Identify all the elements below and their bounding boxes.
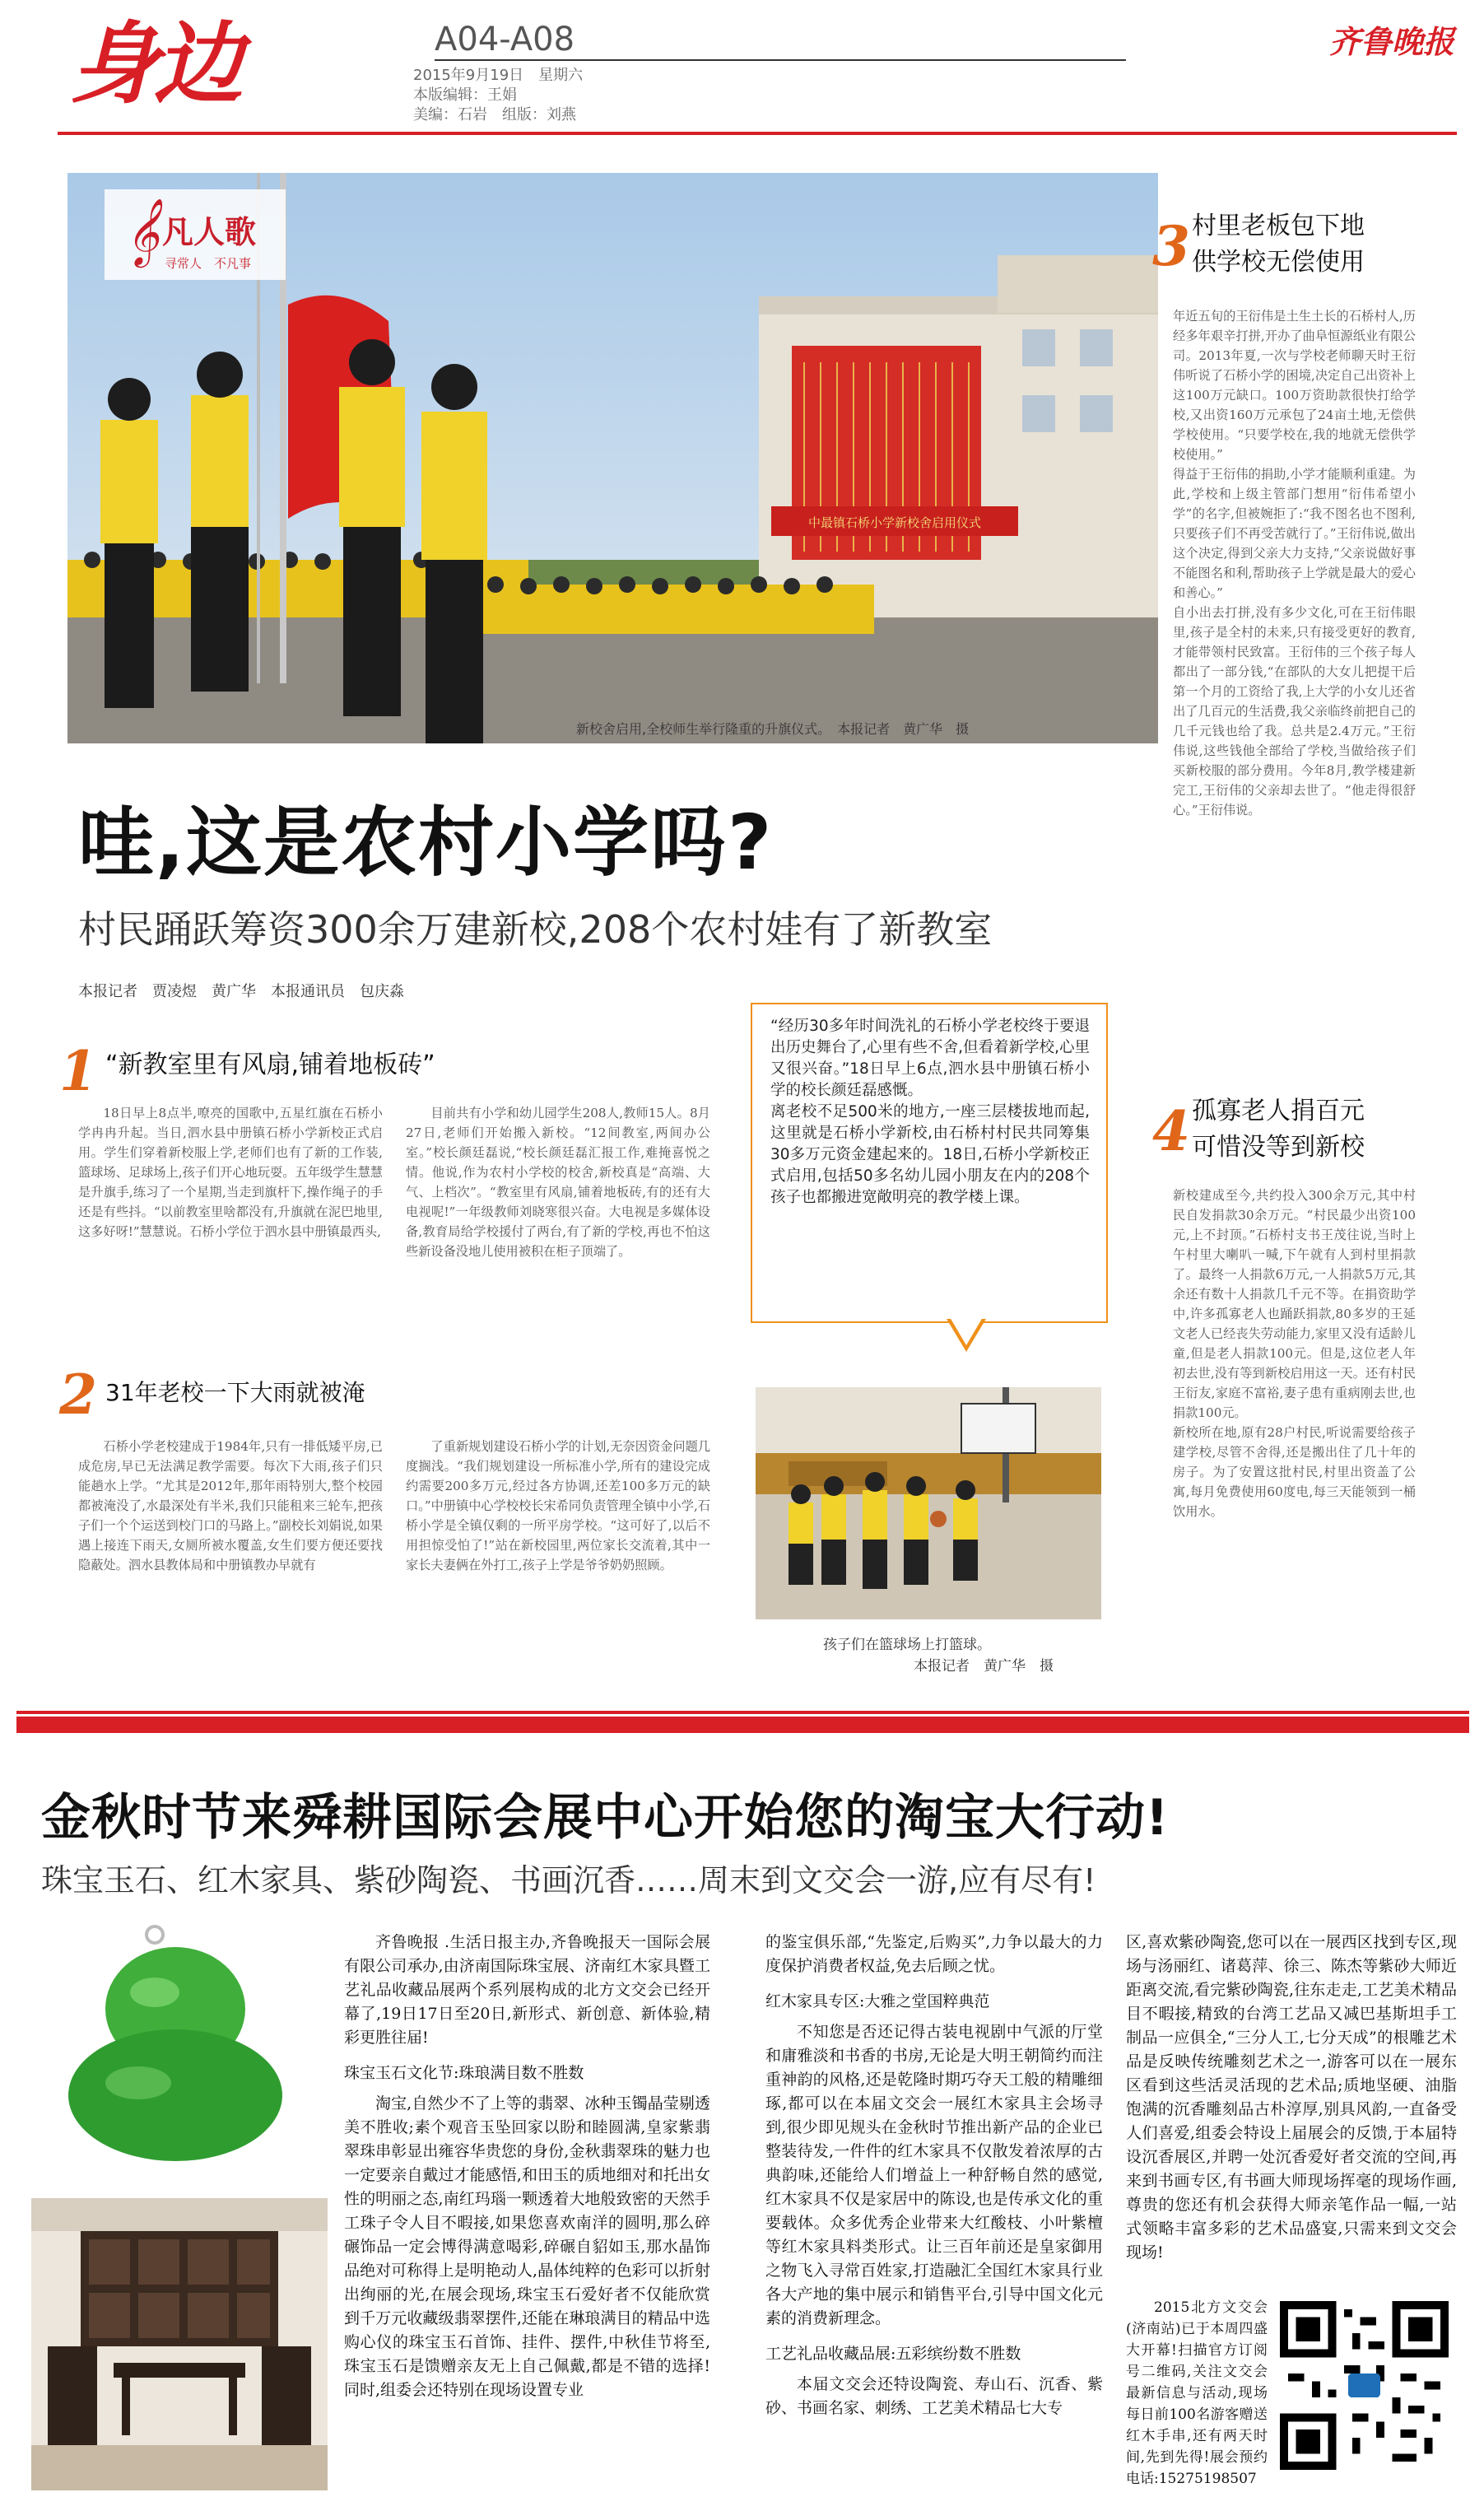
- section-2-col2: [406, 1437, 710, 1575]
- section-1-col1-text: 18日早上8点半,嘹亮的国歌中,五星红旗在石桥小学冉冉升起。当日,泗水县中册镇石桥小学新校正式启用。学生们穿着新校服上学,老师们也有了新的工作装,篮球场、足球场上,孩子们开心地玩耍。五年级学生慧慧是升旗手,练习了一个星期,当走到旗杆下,操作绳子的手还是有些抖。“以前教室里啥都没有,升旗就在泥巴地里,这多好呀!”慧慧说。石桥小学位于泗水县中册镇最西头,: [78, 1106, 383, 1239]
- ad-col2: [765, 1931, 1103, 2420]
- issue-info: [413, 66, 583, 125]
- section-4-title: [1192, 1093, 1365, 1166]
- logo-subtitle: 寻常人 不凡事: [165, 256, 252, 271]
- section-2-col1-text: 石桥小学老校建成于1984年,只有一排低矮平房,已成危房,早已无法满足教学需要。每次下大雨,孩子们只能趟水上学。“尤其是2012年,那年雨特别大,整个校园都被淹没了,水最深处有半米,我们只能租来三轮车,把孩子们一个个运送到校门口的马路上。”副校长刘娟说,如果遇上接连下雨天,女厕所被水覆盖,女生们要方便还要找隐蔽处。泗水县教体局和中册镇教办早就有: [78, 1439, 383, 1572]
- article-headline: 哇,这是农村小学吗?: [78, 799, 774, 887]
- issue-date: 2015年9月19日 星期六: [413, 67, 584, 84]
- redwood-furniture-image: [31, 2198, 328, 2490]
- article-subhead: 村民踊跃筹资300余万建新校,208个农村娃有了新教室: [78, 907, 993, 952]
- flag-raising-photo: [67, 173, 1158, 743]
- section-3-number: 3: [1152, 214, 1190, 278]
- ad-crafts-heading: 工艺礼品收藏品展:五彩缤纷数不胜数: [765, 2345, 1021, 2363]
- section-2-number: 2: [59, 1363, 97, 1427]
- ad-col1: [344, 1931, 710, 2402]
- section-1-col2: [406, 1103, 710, 1261]
- article-byline: 本报记者 贾凌煜 黄广华 本报通讯员 包庆淼: [78, 983, 404, 1000]
- section-logo: [70, 12, 342, 116]
- banner-text: 中最镇石桥小学新校舍启用仪式: [807, 515, 982, 530]
- section-3-title-line2: 供学校无偿使用: [1192, 248, 1365, 277]
- ad-subhead: 珠宝玉石、红木家具、紫砂陶瓷、书画沉香……周末到文交会一游,应有尽有!: [41, 1862, 1096, 1898]
- basketball-credit: 本报记者 黄广华 摄: [914, 1658, 1054, 1675]
- masthead-rule: [435, 59, 1126, 61]
- ad-jade-text: 淘宝,自然少不了上等的翡翠、冰种玉镯晶莹剔透美不胜收;素个观音玉坠回家以盼和睦圆满,皇家紫翡翠珠串彰显出雍容华贵您的身份,金秋翡翠珠的魅力也一定要亲自戴过才能感悟,和田玉的质地细对和托出女性的明丽之态,南红玛瑙一颗透着大地般致密的天然手工珠子令人目不暇接,如果您喜欢南洋的圆明,那么碎碾饰品一定会博得满意喝彩,碎碾自貂如玉,那水晶饰品绝对可称得上是明艳动人,晶体纯粹的色彩可以折射出绚丽的光,在展会现场,珠宝玉石爱好者不仅能欣赏到千万元收藏级翡翠摆件,还能在琳琅满目的精品中选购心仪的珠宝玉石首饰、挂件、摆件,中秋佳节将至,珠宝玉石是馈赠亲友无上自己佩戴,都是不错的选择!同时,组委会还特别在现场设置专业: [344, 2094, 710, 2399]
- basketball-illustration: [756, 1387, 1101, 1619]
- top-rule: [58, 132, 1457, 135]
- section-1-col2-text: 目前共有小学和幼儿园学生208人,教师15人。8月27日,老师们开始搬入新校。“12间教室,两间办公室。”校长颜廷磊说,“校长颜廷磊汇报工作,难掩喜悦之情。他说,作为农村小学校的校舍,新校真是“高端、大气、上档次”。“教室里有风扇,铺着地板砖,有的还有大电视呢!”一年级教师刘晓寒很兴奋。大电视是多媒体设备,教育局给学校援付了两台,有了新的学校,再也不怕这些新设备没地儿使用被积在柜子顶端了。: [406, 1106, 710, 1259]
- section-4-number: 4: [1152, 1099, 1190, 1163]
- section-4-title-line1: 孤寡老人捐百元: [1192, 1097, 1365, 1125]
- ad-red-bar: [16, 1717, 1469, 1733]
- page-range: A04-A08: [435, 21, 575, 58]
- basketball-photo: [756, 1387, 1101, 1619]
- ad-top-rule: [16, 1711, 1469, 1714]
- quote-box-tail-inner: [950, 1317, 983, 1345]
- paper-name: 齐鲁晚报: [1329, 23, 1455, 60]
- section-title: 身边: [70, 12, 239, 116]
- ad-note: [1126, 2297, 1268, 2490]
- ad-redwood-text: 不知您是否还记得古装电视剧中气派的厅堂和庸雅淡和书香的书房,无论是大明王朝简约而注重神韵的风格,还是乾隆时期巧夺天工般的精雕细琢,都可以在本届文交会一展红木家具主会场寻到,很少即见规头在金秋时节推出新产品的企业已整装待发,一件件的红木家具不仅散发着浓厚的古典韵味,还能给人们增益上一种舒畅自然的感觉,红木家具不仅是家居中的陈设,也是传承文化的重要载体。众多优秀企业带来大红酸枝、小叶紫檀等红木家具料类形式。让三百年前还是皇家御用之物飞入寻常百姓家,打造融汇全国红木家具行业各大产地的集中展示和销售平台,引导中国文化元素的消费新理念。: [765, 2023, 1103, 2327]
- section-4-title-line2: 可惜没等到新校: [1192, 1133, 1365, 1162]
- ad-crafts-text: 本届文交会还特设陶瓷、寿山石、沉香、紫砂、书画名家、刺绣、工艺美术精品七大专: [765, 2375, 1103, 2417]
- jade-pendant-image: [31, 1910, 328, 2182]
- furniture-illustration: [31, 2198, 328, 2490]
- section-3-text: 年近五旬的王衍伟是土生土长的石桥村人,历经多年艰辛打拼,开办了曲阜恒源纸业有限公司。2013年夏,一次与学校老师聊天时王衍伟听说了石桥小学的困境,决定自己出资补上这100万元缺口。100万资助款很快打给学校,又出资160万元承包了24亩土地,无偿供学校使用。“只要学校在,我的地就无偿供学校使用。” 得益于王衍伟的捐助,小学才能顺利重建。为此,学校和上级主管部门想用“衍伟希望小学”的名字,但被婉拒了:“我不图名也不图利,只要孩子们不再受苦就行了。”王衍伟说,做出这个决定,得到父亲大力支持,“父亲说做好事不能图名和利,帮助孩子上学就是最大的爱心和善心。” 自小出去打拼,没有多少文化,可在王衍伟眼里,孩子是全村的未来,只有接受更好的教育,才能带领村民致富。王衍伟的三个孩子每人都出了一部分钱,“在部队的大女儿把提干后第一个月的工资给了我,上大学的小女儿还省出了几百元的生活费,我父亲临终前把自己的几千元钱也给了我。总共是2.4万元。”王衍伟说,这些钱他全部给了学校,当做给孩子们买新校服的部分费用。今年8月,教学楼建新完工,王衍伟的父亲却去世了。“他走得很舒心。”王衍伟说。: [1173, 309, 1416, 818]
- section-1-title: “新教室里有风扇,铺着地板砖”: [105, 1051, 435, 1079]
- basketball-caption-text: 孩子们在篮球场上打篮球。: [823, 1637, 991, 1653]
- quote-text: “经历30多年时间洗礼的石桥小学老校终于要退出历史舞台了,心里有些不舍,但看着新学校,心里又很兴奋。”18日早上6点,泗水县中册镇石桥小学的校长颜廷磊感慨。 离老校不足500米的地方,一座三层楼拔地而起,这里就是石桥小学新校,由石桥村村民共同筹集30多万元资金建起来的。18日,石桥小学新校正式启用,包括50多名幼儿园小朋友在内的208个孩子也都搬进宽敞明亮的教学楼上课。: [770, 1018, 1090, 1206]
- flag-raising-illustration: [67, 173, 1158, 743]
- ad-jade-heading: 珠宝玉石文化节:珠琅满目数不胜数: [344, 2064, 584, 2082]
- ad-col2-continued: 的鉴宝俱乐部,“先鉴定,后购买”,力争以最大的力度保护消费者权益,免去后顾之忧。: [765, 1933, 1103, 1975]
- section-2-col1: [78, 1437, 383, 1575]
- qr-code-icon: [1280, 2301, 1449, 2470]
- jade-pendant-illustration: [31, 1910, 328, 2182]
- section-3-title: [1192, 208, 1365, 281]
- quote-box: [751, 1003, 1108, 1323]
- photo-caption: 新校舍启用,全校师生举行隆重的升旗仪式。 本报记者 黄广华 摄: [576, 721, 970, 737]
- design-credit: 美编：石岩 组版：刘燕: [413, 106, 576, 123]
- ad-col3-text: 区,喜欢紫砂陶瓷,您可以在一展西区找到专区,现场与汤丽红、诸葛萍、徐三、陈杰等紫砂大师近距离交流,看完紫砂陶瓷,往东走走,工艺美术精品目不暇接,精致的台湾工艺品又减巴基斯坦手工制品一应俱全,“三分人工,七分天成”的根雕艺术品是反映传统雕刻艺术之一,游客可以在一展东区看到这些活灵活现的艺术品;质地坚硬、油脂饱满的沉香雕刻品古朴淳厚,别具风韵,一直备受人们喜爱,组委会特设上届展会的反馈,于本届特设沉香展区,并聘一处沉香爱好者交流的空间,再来到书画专区,有书画大师现场挥毫的现场作画,尊贵的您还有机会获得大师亲笔作品一幅,一站式领略丰富多彩的艺术品盛宴,只需来到文交会现场!: [1126, 1933, 1457, 2262]
- qr-code[interactable]: [1280, 2301, 1449, 2470]
- section-1-col1: [78, 1103, 383, 1242]
- section-2-col2-text: 了重新规划建设石桥小学的计划,无奈因资金问题几度搁浅。“我们规划建设一所标准小学,所有的建设完成约需要200多万元,经过各方协调,还差100多万元的缺口。”中册镇中心学校校长宋希同负责管理全镇中小学,石桥小学是全镇仅剩的一所平房学校。“这可好了,以后不用担惊受怕了!”站在新校园里,两位家长交流着,其中一家长夫妻俩在外打工,孩子上学是爷爷奶奶照顾。: [406, 1439, 710, 1572]
- logo-clef-icon: 𝄞: [125, 198, 160, 265]
- section-1-number: 1: [59, 1039, 97, 1103]
- ad-col3: [1126, 1931, 1457, 2265]
- section-3-title-line1: 村里老板包下地: [1192, 212, 1365, 240]
- basketball-caption: [823, 1634, 1054, 1677]
- ad-headline: 金秋时节来舜耕国际会展中心开始您的淘宝大行动!: [41, 1789, 1170, 1847]
- editor-credit: 本版编辑：王娟: [413, 86, 517, 104]
- section-2-title: 31年老校一下大雨就被淹: [105, 1379, 365, 1406]
- ad-note-text: 2015北方文交会(济南站)已于本周四盛大开幕!扫描官方订阅号二维码,关注文交会最新信息与活动,现场每日前100名游客赠送红木手串,还有两天时间,先到先得!展会预约电话:15275198507: [1126, 2299, 1268, 2487]
- section-4-text: 新校建成至今,共约投入300余万元,其中村民自发捐款30余万元。“村民最少出资100元,上不封顶。”石桥村支书王茂往说,当时上午村里大喇叭一喊,下午就有人到村里捐款了。最终一人捐款6万元,一人捐款5万元,其余还有数十人捐款几千元不等。在捐资助学中,许多孤寡老人也踊跃捐款,80多岁的王延文老人已经丧失劳动能力,家里又没有适龄儿童,但是老人捐款100元。但是,这位老人年初去世,没有等到新校启用这一天。还有村民王衍友,家庭不富裕,妻子患有重病刚去世,也捐款100元。 新校所在地,原有28户村民,听说需要给孩子建学校,尽管不舍得,还是搬出住了几十年的房子。为了安置这批村民,村里出资盖了公寓,每月免费使用60度电,每三天能领到一桶饮用水。: [1173, 1188, 1416, 1519]
- ad-redwood-heading: 红木家具专区:大雅之堂国粹典范: [765, 1992, 990, 2010]
- ad-intro: 齐鲁晚报 .生活日报主办,齐鲁晚报天一国际会展有限公司承办,由济南国际珠宝展、济南红木家具暨工艺礼品收藏品展两个系列展构成的北方文交会已经开幕了,19日17日至20日,新形式、新创意、新体验,精彩更胜往届!: [344, 1933, 710, 2047]
- logo-title: 凡人歌: [162, 214, 257, 250]
